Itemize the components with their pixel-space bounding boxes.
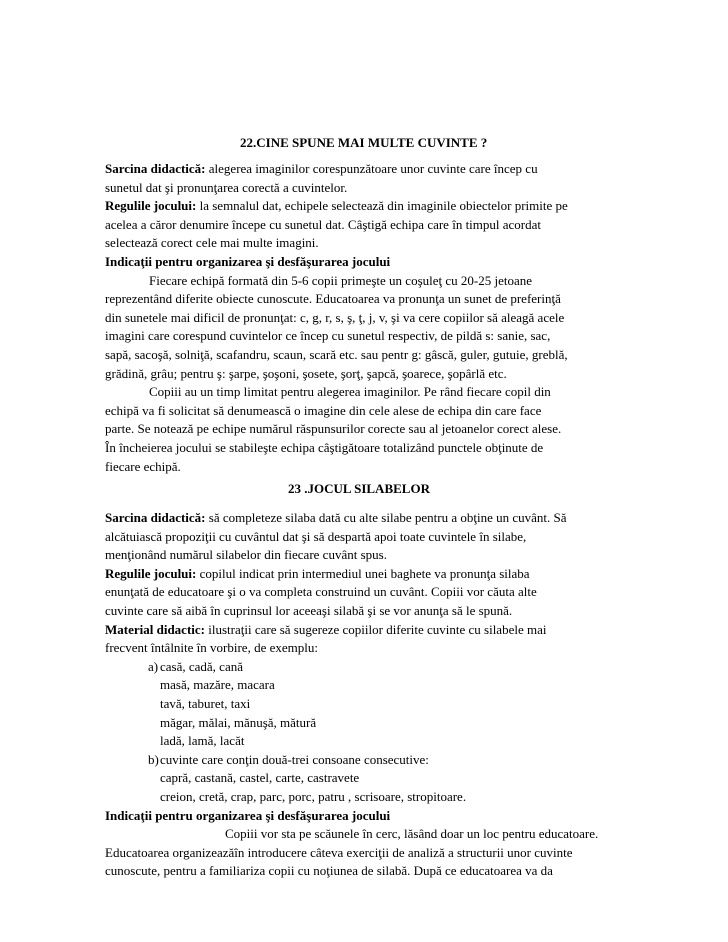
s22-paragraph-2-line-2: echipă va fi solicitat să denumească o imagine din cele alese de echipa din care face — [105, 402, 542, 418]
section-23-title-text: 23 .JOCUL SILABELOR — [288, 481, 430, 496]
s22-paragraph-2-line-3: parte. Se notează pe echipe numărul răspunsurilor corecte sau al jetoanelor corect alese. — [105, 421, 562, 437]
s22-task-label: Sarcina didactică: — [105, 161, 206, 176]
s23-task-line-3: menţionând numărul silabelor din fiecare cuvânt spus. — [105, 547, 387, 563]
s22-task-line — [105, 160, 625, 179]
section-23-title — [288, 480, 430, 499]
list-a-line-5: ladă, lamă, lacăt — [160, 733, 245, 749]
s23-task-line-2: alcătuiască propoziţii cu cuvântul dat şi să despartă apoi toate cuvintele în silabe, — [105, 528, 527, 544]
s22-rules-line-2: acelea a căror denumire începe cu sunetul dat. Câştigă echipa care în timpul acordat — [105, 216, 542, 232]
s22-paragraph-1-line-5: sapă, sacoşă, solniţă, scafandru, scaun, scară etc. sau pentr g: gâscă, guler, gutuie, greblă, — [105, 346, 568, 362]
s22-paragraph-1-line-4: imagini care corespund cuvintelor ce încep cu sunetul respectiv, de pildă s: sanie, sac, — [105, 328, 551, 344]
section-22-title — [240, 134, 487, 153]
s23-rules-line — [105, 565, 625, 584]
s23-task-line — [105, 509, 625, 528]
s23-paragraph-1-line-1: Copiii vor sta pe scăunele în cerc, lăsând doar un loc pentru educatoare. — [225, 826, 599, 842]
s22-paragraph-1-line-2: reprezentând diferite obiecte cunoscute. Educatoarea va pronunţa un sunet de preferinţă — [105, 291, 561, 307]
section-22-number: 22 — [240, 135, 253, 150]
section-22-title-text: .CINE SPUNE MAI MULTE CUVINTE ? — [253, 135, 488, 150]
s23-material-line — [105, 621, 625, 640]
list-label-a: a) — [148, 658, 159, 674]
s22-paragraph-2-line-4: În încheierea jocului se stabileşte echipa câştigătoare totalizând punctele obţinute de — [105, 439, 544, 455]
s22-paragraph-1-line-3: din sunetele mai dificil de pronunţat: c, g, r, s, ş, ţ, j, v, şi va cere copiilor să aleagă acele — [105, 309, 565, 325]
s22-task-line-2: sunetul dat şi pronunţarea corectă a cuvintelor. — [105, 179, 348, 195]
s22-indications-heading — [105, 253, 625, 272]
s23-rules-text: copilul indicat prin intermediul unei baghete va pronunţa silaba — [196, 565, 530, 581]
section-22-body — [105, 160, 625, 476]
list-b-line-3: creion, cretă, crap, parc, porc, patru , scrisoare, stropitoare. — [160, 788, 467, 804]
list-a-line-4: măgar, mălai, mănuşă, mătură — [160, 714, 317, 730]
s23-paragraph-1-line-2: Educatoarea organizeazăîn introducere câteva exerciţii de analiză a structurii unor cuvinte — [105, 844, 573, 860]
s22-rules-text: la semnalul dat, echipele selectează din imaginile obiectelor primite pe — [196, 198, 568, 214]
s23-material-text: ilustraţii care să sugereze copiilor diferite cuvinte cu silabele mai — [205, 621, 547, 637]
list-item-b — [105, 751, 625, 770]
s23-task-text: să completeze silaba dată cu alte silabe pentru a obţine un cuvânt. Să — [205, 510, 567, 525]
list-a-line-3: tavă, taburet, taxi — [160, 695, 251, 711]
s22-rules-line-3: selectează corect cele mai multe imagini. — [105, 235, 319, 251]
list-b-line-1: cuvinte care conţin două-trei consoane consecutive: — [160, 751, 429, 767]
list-label-b: b) — [148, 751, 159, 767]
s23-rules-line-3: cuvinte care să aibă în cuprinsul lor aceeaşi silabă şi se vor anunţa să le spună. — [105, 602, 513, 618]
list-a-line-1: casă, cadă, cană — [160, 658, 243, 674]
s23-task-label: Sarcina didactică: — [105, 510, 206, 525]
s23-rules-label: Regulile jocului: — [105, 565, 197, 581]
s23-material-line-2: frecvent întâlnite în vorbire, de exemplu: — [105, 640, 318, 656]
s22-paragraph-1-line-6: grădină, grâu; pentru ş: şarpe, şoşoni, şosete, şorţ, şapcă, şoarece, şopârlă etc. — [105, 365, 507, 381]
s22-rules-label: Regulile jocului: — [105, 198, 197, 214]
s23-indications-heading — [105, 807, 625, 826]
s23-material-label: Material didactic: — [105, 621, 205, 637]
s23-paragraph-1-line-3: cunoscute, pentru a familiariza copii cu noţiunea de silabă. După ce educatoarea va da — [105, 863, 553, 879]
list-item-a — [105, 658, 625, 677]
s22-paragraph-2-line-1: Copiii au un timp limitat pentru alegerea imaginilor. Pe rând fiecare copil din — [149, 384, 551, 400]
s23-indications-label: Indicaţii pentru organizarea şi desfăşurarea jocului — [105, 807, 391, 823]
list-a-line-2: masă, mazăre, macara — [160, 677, 275, 693]
s22-indications-label: Indicaţii pentru organizarea şi desfăşurarea jocului — [105, 253, 391, 269]
s22-paragraph-1-line-1: Fiecare echipă formată din 5-6 copii primeşte un coşuleţ cu 20-25 jetoane — [149, 272, 532, 288]
section-23-body — [105, 509, 625, 881]
s22-rules-line — [105, 197, 625, 216]
s22-paragraph-2-line-5: fiecare echipă. — [105, 458, 181, 474]
list-b-line-2: capră, castană, castel, carte, castravete — [160, 770, 360, 786]
s22-task-text: alegerea imaginilor corespunzătoare unor cuvinte care încep cu — [205, 161, 538, 176]
s23-rules-line-2: enunţată de educatoare şi o va completa construind un cuvânt. Copiii vor căuta alte — [105, 584, 537, 600]
